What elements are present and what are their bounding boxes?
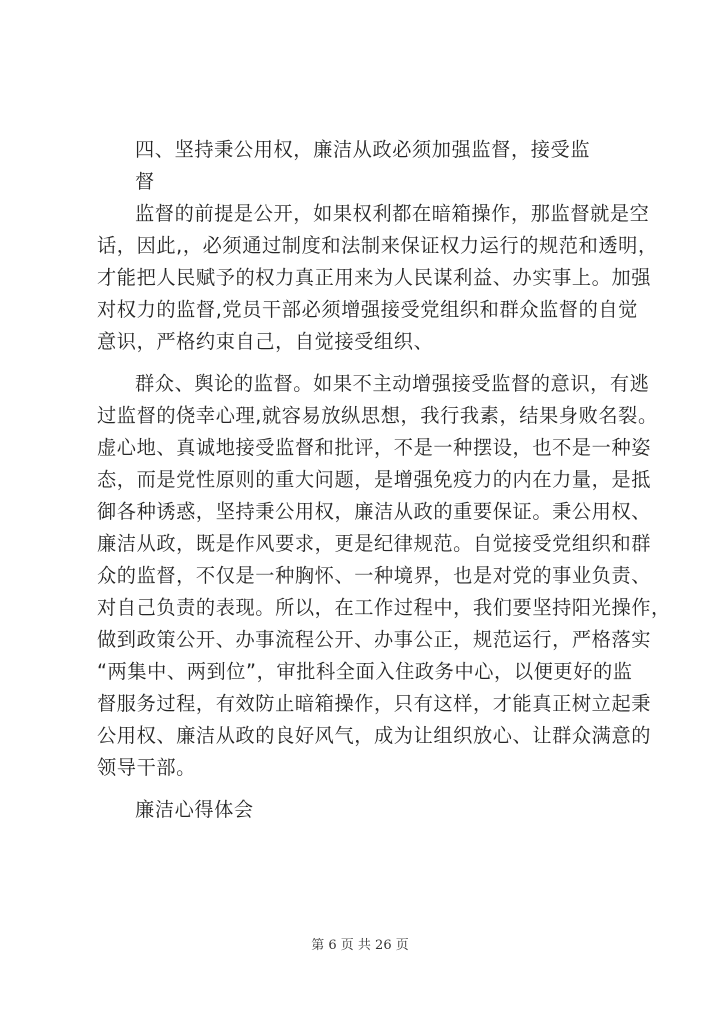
paragraph-2-line-1: 群众、舆论的监督。如果不主动增强接受监督的意识，有逃	[135, 372, 650, 395]
paragraph-2-line-11: 督服务过程，有效防止暗箱操作，只有这样，才能真正树立起秉	[97, 692, 652, 715]
paragraph-3-line-1: 廉洁心得体会	[135, 798, 254, 821]
page-footer-page-number: 第 6 页 共 26 页	[311, 938, 409, 953]
paragraph-2-line-13: 领导干部。	[97, 756, 196, 779]
paragraph-2-line-4: 态，而是党性原则的重大问题，是增强免疫力的内在力量，是抵	[97, 468, 652, 491]
paragraph-1-line-4: 对权力的监督,党员干部必须增强接受党组织和群众监督的自觉	[97, 298, 638, 321]
paragraph-2-line-10: “两集中、两到位”，审批科全面入住政务中心，以便更好的监	[97, 660, 633, 683]
paragraph-1-line-1: 监督的前提是公开，如果权利都在暗箱操作，那监督就是空	[135, 202, 650, 225]
paragraph-1-line-3: 才能把人民赋予的权力真正用来为人民谋利益、办实事上。加强	[97, 266, 652, 289]
paragraph-2-line-12: 公用权、廉洁从政的良好风气，成为让组织放心、让群众满意的	[97, 724, 652, 747]
section-heading-line-2: 督	[135, 170, 155, 193]
paragraph-2-line-3: 虚心地、真诚地接受监督和批评，不是一种摆设，也不是一种姿	[97, 436, 652, 459]
paragraph-2-line-8: 对自己负责的表现。所以，在工作过程中，我们要坚持阳光操作，	[97, 596, 671, 619]
paragraph-1-line-2: 话，因此,，必须通过制度和法制来保证权力运行的规范和透明，	[97, 234, 658, 257]
paragraph-2-line-5: 御各种诱惑，坚持秉公用权，廉洁从政的重要保证。秉公用权、	[97, 500, 652, 523]
paragraph-2-line-9: 做到政策公开、办事流程公开、办事公正，规范运行，严格落实	[97, 628, 652, 651]
section-heading-line-1: 四、坚持秉公用权，廉洁从政必须加强监督，接受监	[135, 138, 591, 161]
paragraph-2-line-7: 众的监督，不仅是一种胸怀、一种境界，也是对党的事业负责、	[97, 564, 652, 587]
paragraph-2-line-6: 廉洁从政，既是作风要求，更是纪律规范。自觉接受党组织和群	[97, 532, 652, 555]
paragraph-1-line-5: 意识，严格约束自己，自觉接受组织、	[97, 330, 434, 353]
paragraph-2-line-2: 过监督的侥幸心理,就容易放纵思想，我行我素，结果身败名裂。	[97, 404, 658, 427]
